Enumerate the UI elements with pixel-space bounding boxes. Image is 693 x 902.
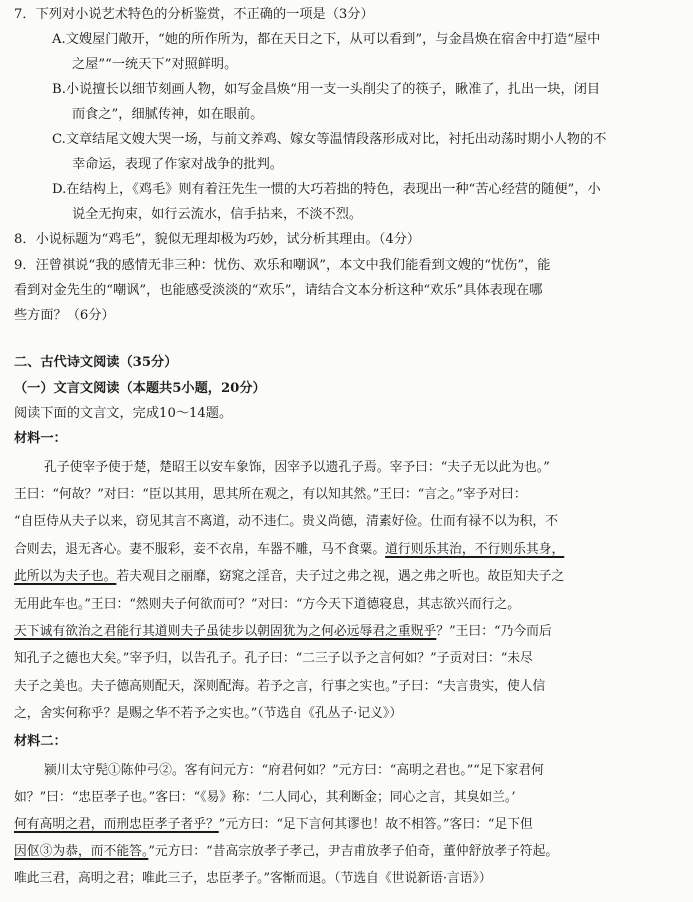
material-1-line: 王曰：“何故？”对曰：“臣以其用，思其所在观之，有以知其然。”王曰：“言之。”宰予对曰： bbox=[14, 487, 527, 502]
q9-line-3: 些方面？（6分） bbox=[14, 308, 115, 323]
reading-instruction: 阅读下面的文言文，完成10～14题。 bbox=[14, 406, 233, 421]
section-title: 二、古代诗文阅读（35分） bbox=[14, 355, 178, 370]
material-1-line: 夫子之美也。夫子德高则配天，深则配海。若予之言，行事之实也。”子曰：“夫言贵实，使人信 bbox=[14, 679, 546, 694]
q7-option-b-cont: 而食之”，细腻传神，如在眼前。 bbox=[72, 107, 264, 122]
material-1-line bbox=[14, 568, 564, 586]
underlined-sentence: 道行则乐其治，不行则乐其身， bbox=[385, 542, 565, 557]
material-2-line bbox=[14, 816, 533, 834]
q7-option-d: D.在结构上，《鸡毛》则有着汪先生一惯的大巧若拙的特色，表现出一种“苦心经营的随便”，小 bbox=[52, 182, 601, 197]
material-1-line bbox=[14, 541, 564, 559]
material-1-line bbox=[14, 623, 552, 641]
q9-line-2: 看到对金先生的“嘲讽”，也能感受淡淡的“欢乐”，请结合文本分析这种“欢乐”具体表现在哪 bbox=[14, 283, 543, 298]
material-2-text: ”元方曰：“昔高宗放孝子孝己，尹吉甫放孝子伯奇，董仲舒放孝子符起。 bbox=[148, 844, 559, 859]
q7-stem: 7．下列对小说艺术特色的分析鉴赏，不正确的一项是（3分） bbox=[14, 7, 374, 22]
material-1-line: 知孔子之德也大矣。”宰予归，以告孔子。孔子曰：“二三子以予之言何如？”子贡对曰：“未尽 bbox=[14, 651, 533, 666]
subsection-title: （一）文言文阅读（本题共5小题，20分） bbox=[14, 381, 266, 396]
q8-stem: 8．小说标题为“鸡毛”，貌似无理却极为巧妙，试分析其理由。（4分） bbox=[14, 232, 421, 247]
q7-option-c-cont: 幸命运，表现了作家对战争的批判。 bbox=[72, 157, 283, 172]
material-2-line: 唯此三君，高明之君；唯此三子，忠臣孝子。”客惭而退。（节选自《世说新语·言语》） bbox=[14, 871, 492, 886]
material-2-label: 材料二： bbox=[14, 734, 67, 749]
q9-line-1: 9．汪曾祺说“我的感情无非三种：忧伤、欢乐和嘲讽”，本文中我们能看到文嫂的“忧伤”，能 bbox=[14, 258, 551, 273]
material-1-line: 之，舍实何称乎？是赐之华不若予之实也。”（节选自《孔丛子·记义》） bbox=[14, 706, 403, 721]
q7-option-c: C.文章结尾文嫂大哭一场，与前文养鸡、嫁女等温情段落形成对比，衬托出动荡时期小人物的不 bbox=[52, 132, 607, 147]
underlined-sentence-unpunctuated: 天下诚有欲治之君能行其道则夫子虽徒步以朝固犹为之何必远辱君之重贶乎 bbox=[14, 624, 437, 639]
q7-option-b: B.小说擅长以细节刻画人物，如写金昌焕“用一支一头削尖了的筷子，瞅准了，扎出一块，闭目 bbox=[52, 82, 601, 97]
material-1-line: 孔子使宰予使于楚，楚昭王以安车象饰，因宰予以遗孔子焉。宰予曰：“夫子无以此为也。” bbox=[44, 460, 550, 475]
material-1-line: “自臣侍从夫子以来，窃见其言不离道，动不违仁。贵义尚德，清素好俭。仕而有禄不以为积，不 bbox=[14, 514, 559, 529]
underlined-sentence: 因伛③为恭，而不能答。 bbox=[14, 844, 149, 859]
material-2-line: 如？”曰：“忠臣孝子也。”客曰：“《易》称：‘二人同心，其利断金；同心之言，其臭如兰。’ bbox=[14, 790, 516, 805]
material-1-text: 若夫观目之丽靡，窈窕之淫音，夫子过之弗之视，遇之弗之听也。故臣知夫子之 bbox=[116, 569, 565, 584]
underlined-sentence: 此所以为夫子也。 bbox=[14, 569, 117, 584]
material-1-text: ？”王曰：“乃今而后 bbox=[436, 624, 552, 639]
q7-option-a-cont: 之屋”“一统天下”对照鲜明。 bbox=[72, 57, 238, 72]
material-2-line bbox=[14, 843, 558, 861]
q7-option-d-cont: 说全无拘束，如行云流水，信手拈来，不淡不烈。 bbox=[72, 207, 363, 222]
material-1-label: 材料一： bbox=[14, 431, 67, 446]
underlined-sentence: 何有高明之君，而刑忠臣孝子者乎？ bbox=[14, 817, 219, 832]
material-1-line: 无用此车也。”王曰：“然则夫子何欲而可？”对曰：“方今天下道德寝息，其志欲兴而行之。 bbox=[14, 597, 521, 612]
q7-option-a: A.文嫂屋门敞开，“她的所作所为，都在天日之下，从可以看到”，与金昌焕在宿舍中打造“屋中 bbox=[52, 32, 601, 47]
material-2-line: 颍川太守髡①陈仲弓②。客有问元方：“府君何如？”元方曰：“高明之君也。”“足下家君何 bbox=[44, 763, 544, 778]
material-1-text: 合则去，退无吝心。妻不服彩，妾不衣帛，车器不雕，马不食粟。 bbox=[14, 542, 386, 557]
material-2-text: ”元方曰：“足下言何其谬也！故不相答。”客曰：“足下但 bbox=[218, 817, 533, 832]
